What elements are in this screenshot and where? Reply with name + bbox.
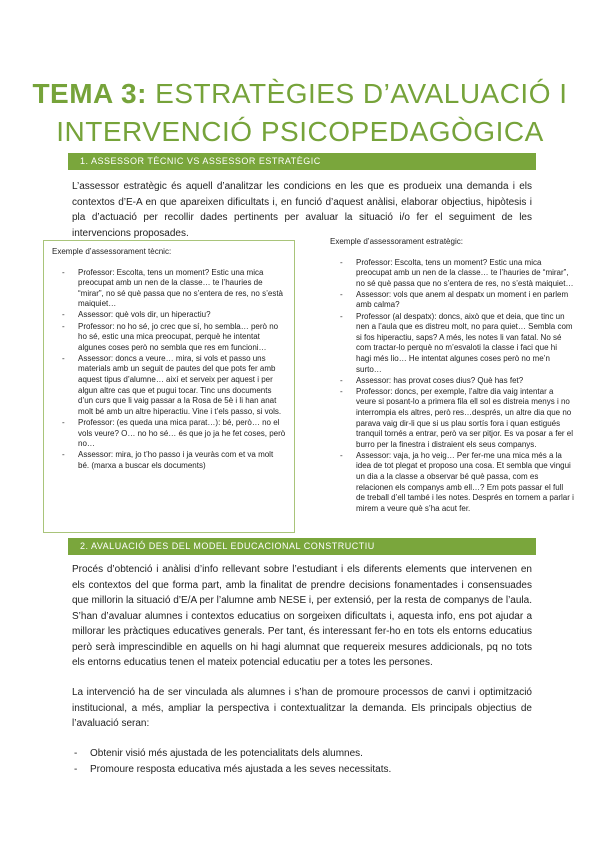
title-rest: ESTRATÈGIES D’AVALUACIÓ I — [146, 78, 568, 109]
dialogue-item: - Assessor: mira, jo t’ho passo i ja veuràs com et va molt bé. (marxa a buscar els documents) — [52, 450, 286, 471]
dialogue-item: - Professor: doncs, per exemple, l’altre dia vaig intentar a veure si posant-lo a primera fila ell sol es distreia menys i no interrompia els altres, però res…després, un altre dia que no parava vaig dir-li que si us plau sortís fora i quan estigués tranquil tornés a entrar, però va ser pitjor. Es va posar a fer el burro per la finestra i distraient els seus companys. — [330, 387, 574, 451]
section-1-heading: 1. ASSESSOR TÈCNIC VS ASSESSOR ESTRATÈGIC — [68, 153, 536, 170]
page-title-line-2: INTERVENCIÓ PSICOPEDAGÒGICA — [56, 116, 544, 147]
dialogue-item: - Assessor: doncs a veure… mira, si vols et passo uns materials amb un seguit de pautes del que pots fer amb aquest tipus d’alumne… així et serveix per aquest i per algun altre cas que et pugui tocar. Tinc uns documents d’un curs que li vaig passar a la Rosa de 5è i li han anat molt bé amb un altre hiperactiu. Vine i t’els passo, si vols. — [52, 354, 286, 418]
objective-item: - Obtenir visió més ajustada de les potencialitats dels alumnes. — [72, 746, 532, 762]
example-estrategic-box — [321, 230, 583, 526]
section-2-heading: 2. AVALUACIÓ DES DEL MODEL EDUCACIONAL CONSTRUCTIU — [68, 538, 536, 555]
dialogue-item: - Professor (al despatx): doncs, això que et deia, que tinc un nen a l’aula que es distreu molt, no para quiet… Sembla com si fos hiperactiu, saps? A més, les notes li van fatal. No sé com tractar-lo perquè no m’esvaloti la classe i faci que hi hagi més lio… He intentat algunes coses però no me’n surto… — [330, 312, 574, 376]
example-tecnic-dialogue — [52, 268, 286, 472]
dialogue-item: - Professor: no ho sé, jo crec que sí, ho sembla… però no ho sé, estic una mica preocupat, perquè he intentat algunes coses però no sembla que res em funcioni… — [52, 322, 286, 354]
example-tecnic-title: Exemple d’assessorament tècnic: — [52, 247, 172, 256]
objectives-list — [72, 746, 532, 778]
dialogue-item: - Professor: Escolta, tens un moment? Estic una mica preocupat amb un nen de la classe… te l’hauries de “mirar”, no sé què passa que no s’entera de res, no s’està maiquiet… — [52, 268, 286, 310]
section-2-paragraph-1: Procés d’obtenció i anàlisi d’info rellevant sobre l’estudiant i els diferents elements que intervenen en els contextos del que forma part, amb la finalitat de prendre decisions fonamentades i consensuades que millorin la situació d’E/A per l’alumne amb NESE i, per extensió, per la resta de companys de l’aula. S’han d’avaluar alumnes i contextos educatius on sorgeixen dificultats i, aquesta info, ens pot ajudar a millorar les pràctiques educatives generals. Per tant, és interessant fer-ho en tots els entorns educatius però serà imprescindible en aquells on hi hagi alumnat que requereix mesures addicionals, pq no tots els entorns educatius tenen el mateix potencial educatiu per a totes les persones. — [72, 564, 532, 668]
dialogue-item: - Assessor: què vols dir, un hiperactiu? — [52, 310, 286, 321]
dialogue-item: - Assessor: has provat coses dius? Què has fet? — [330, 376, 574, 387]
example-estrategic-title: Exemple d’assessorament estratègic: — [330, 237, 463, 246]
objective-item: - Promoure resposta educativa més ajustada a les seves necessitats. — [72, 762, 532, 778]
example-estrategic-dialogue — [330, 258, 574, 515]
example-tecnic-box — [43, 240, 295, 533]
section-2-paragraph-2: La intervenció ha de ser vinculada als alumnes i s’han de promoure processos de canvi i optimització institucional, a més, ampliar la perspectiva i contextualitzar la demanda. Els principals objectius de l’avaluació seran: — [72, 687, 532, 729]
dialogue-item: - Professor: (es queda una mica parat…): bé, però… no el vols veure? O… no ho sé… és que jo ja he fet coses, però no… — [52, 418, 286, 450]
page-title-line-1 — [0, 76, 600, 112]
dialogue-item: - Assessor: vols que anem al despatx un moment i en parlem amb calma? — [330, 290, 574, 311]
dialogue-item: - Professor: Escolta, tens un moment? Estic una mica preocupat amb un nen de la classe… te l’hauries de “mirar”, no sé què passa que no s’entera de res, no s’està maiquiet… — [330, 258, 574, 290]
section-1-intro: L’assessor estratègic és aquell d’analitzar les condicions en les que es produeix una demanda i els contextos d’E-A en que apareixen dificultats i, en funció d’aquest anàlisi, elaborar objectius, hipòtesis i pla d’actuació per recollir dades pertinents per avaluar la situació i/o fer el seguiment de les intervencions proposades. — [72, 181, 532, 239]
dialogue-item: - Assessor: vaja, ja ho veig… Per fer-me una mica més a la idea de tot plegat et proposo una cosa. Et sembla que vingui un dia a la classe a observar bé què passa, com es relacionen els companys amb ell…? Em pots passar el full de treball d’ell també i les notes. Després en tornem a parlar i mirem a veure què s’ha acut fer. — [330, 451, 574, 515]
title-bold: TEMA 3: — [32, 78, 147, 109]
